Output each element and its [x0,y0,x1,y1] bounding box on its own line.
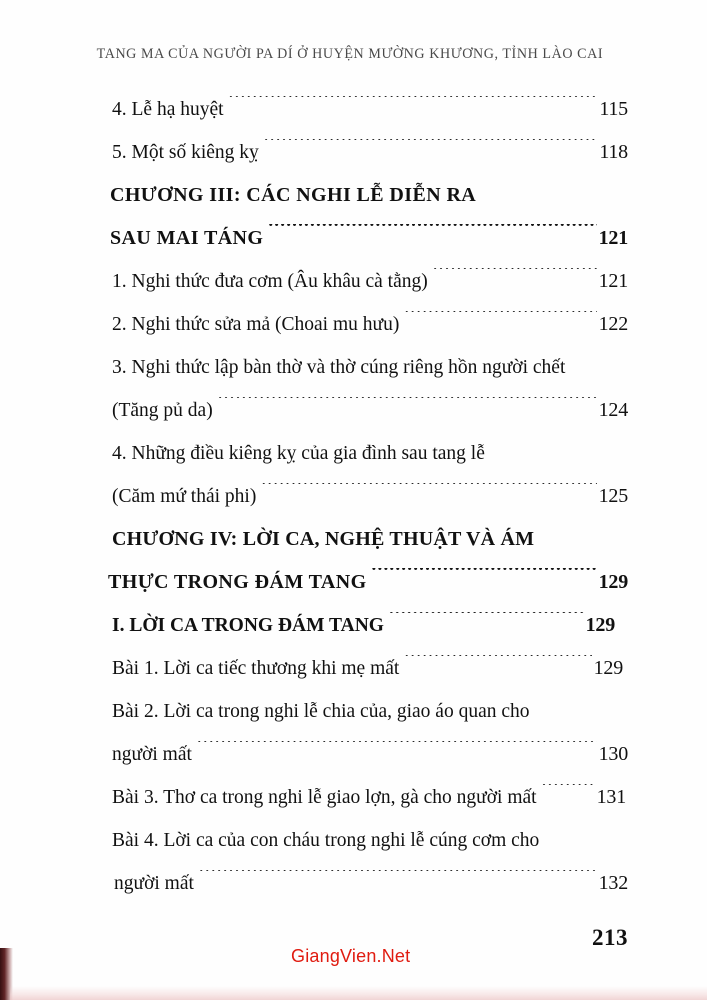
dot-leader [404,655,591,675]
page-number: 213 [592,925,628,950]
toc-entry-text: 5. Một số kiêng kỵ [112,142,259,163]
toc-entry [0,647,707,690]
toc-entry-page: 131 [596,786,626,808]
dot-leader [197,741,597,761]
toc-entry-page: 122 [598,313,628,335]
dot-leader [264,139,598,159]
toc-entry-page: 124 [598,399,628,421]
toc-entry-text: SAU MAI TÁNG [110,227,264,249]
toc-entry [0,260,707,303]
toc-entry-continuation [0,389,707,432]
toc-entry [0,432,707,475]
toc-chapter-heading [0,561,707,604]
running-header: TANG MA CỦA NGƯỜI PA DÍ Ở HUYỆN MƯỜNG KHƯƠNG, TỈNH LÀO CAI [96,46,604,62]
toc-entry-text: (Tăng pủ da) [112,400,213,421]
toc-entry-page: 132 [598,872,628,894]
toc-entry [0,303,707,346]
toc-chapter-heading [0,174,707,217]
table-of-contents [0,88,707,905]
toc-entry-text: THỰC TRONG ĐÁM TANG [108,571,367,593]
toc-entry-continuation [0,733,707,776]
toc-entry-text: I. LỜI CA TRONG ĐÁM TANG [112,615,384,636]
dot-leader [542,784,595,804]
dot-leader [218,397,597,417]
toc-entry-text: 3. Nghi thức lập bàn thờ và thờ cúng riêng hồn người chết [112,357,566,378]
toc-entry [0,88,707,131]
dot-leader [199,870,597,890]
toc-entry-text: Bài 2. Lời ca trong nghi lễ chia của, giao áo quan cho [112,701,530,722]
toc-entry-text: CHƯƠNG IV: LỜI CA, NGHỆ THUẬT VÀ ÁM [112,528,535,550]
site-watermark: GiangVien.Net [291,946,411,966]
toc-entry [0,776,707,819]
dot-leader [229,96,598,116]
toc-entry-text: 1. Nghi thức đưa cơm (Âu khâu cà tằng) [112,271,428,292]
toc-entry-text: 2. Nghi thức sửa mả (Choai mu hưu) [112,314,400,335]
toc-entry-text: (Căm mứ thái phi) [112,486,257,507]
toc-entry-text: Bài 3. Thơ ca trong nghi lễ giao lợn, gà cho người mất [112,787,537,808]
toc-entry-page: 129 [593,657,623,679]
toc-entry-page: 118 [599,141,628,163]
toc-entry-page: 121 [598,227,628,249]
toc-chapter-heading [0,217,707,260]
toc-entry-text: Bài 1. Lời ca tiếc thương khi mẹ mất [112,658,400,679]
toc-section-heading [0,604,707,647]
toc-entry [0,131,707,174]
toc-entry-page: 125 [598,485,628,507]
toc-entry-page: 130 [598,743,628,765]
toc-entry [0,819,707,862]
toc-chapter-heading [0,518,707,561]
toc-entry-text: Bài 4. Lời ca của con cháu trong nghi lễ cúng cơm cho [112,830,540,851]
toc-entry-text: 4. Lễ hạ huyệt [112,99,224,120]
toc-entry-text: người mất [114,873,194,894]
toc-entry-page: 129 [585,614,615,636]
toc-entry-text: 4. Những điều kiêng kỵ của gia đình sau tang lễ [112,443,485,464]
toc-entry-text: CHƯƠNG III: CÁC NGHI LỄ DIỄN RA [110,184,477,206]
toc-entry-continuation [0,862,707,905]
toc-entry [0,690,707,733]
dot-leader [372,568,597,588]
toc-entry [0,346,707,389]
toc-entry-page: 115 [599,98,628,120]
toc-entry-page: 121 [598,270,628,292]
toc-entry-page: 129 [598,571,628,593]
dot-leader [261,483,596,503]
scan-edge-artifact-bottom [10,986,707,1000]
toc-entry-text: người mất [112,744,192,765]
dot-leader [389,612,584,632]
dot-leader [433,268,597,288]
dot-leader [268,224,596,244]
toc-entry-continuation [0,475,707,518]
dot-leader [404,311,596,331]
